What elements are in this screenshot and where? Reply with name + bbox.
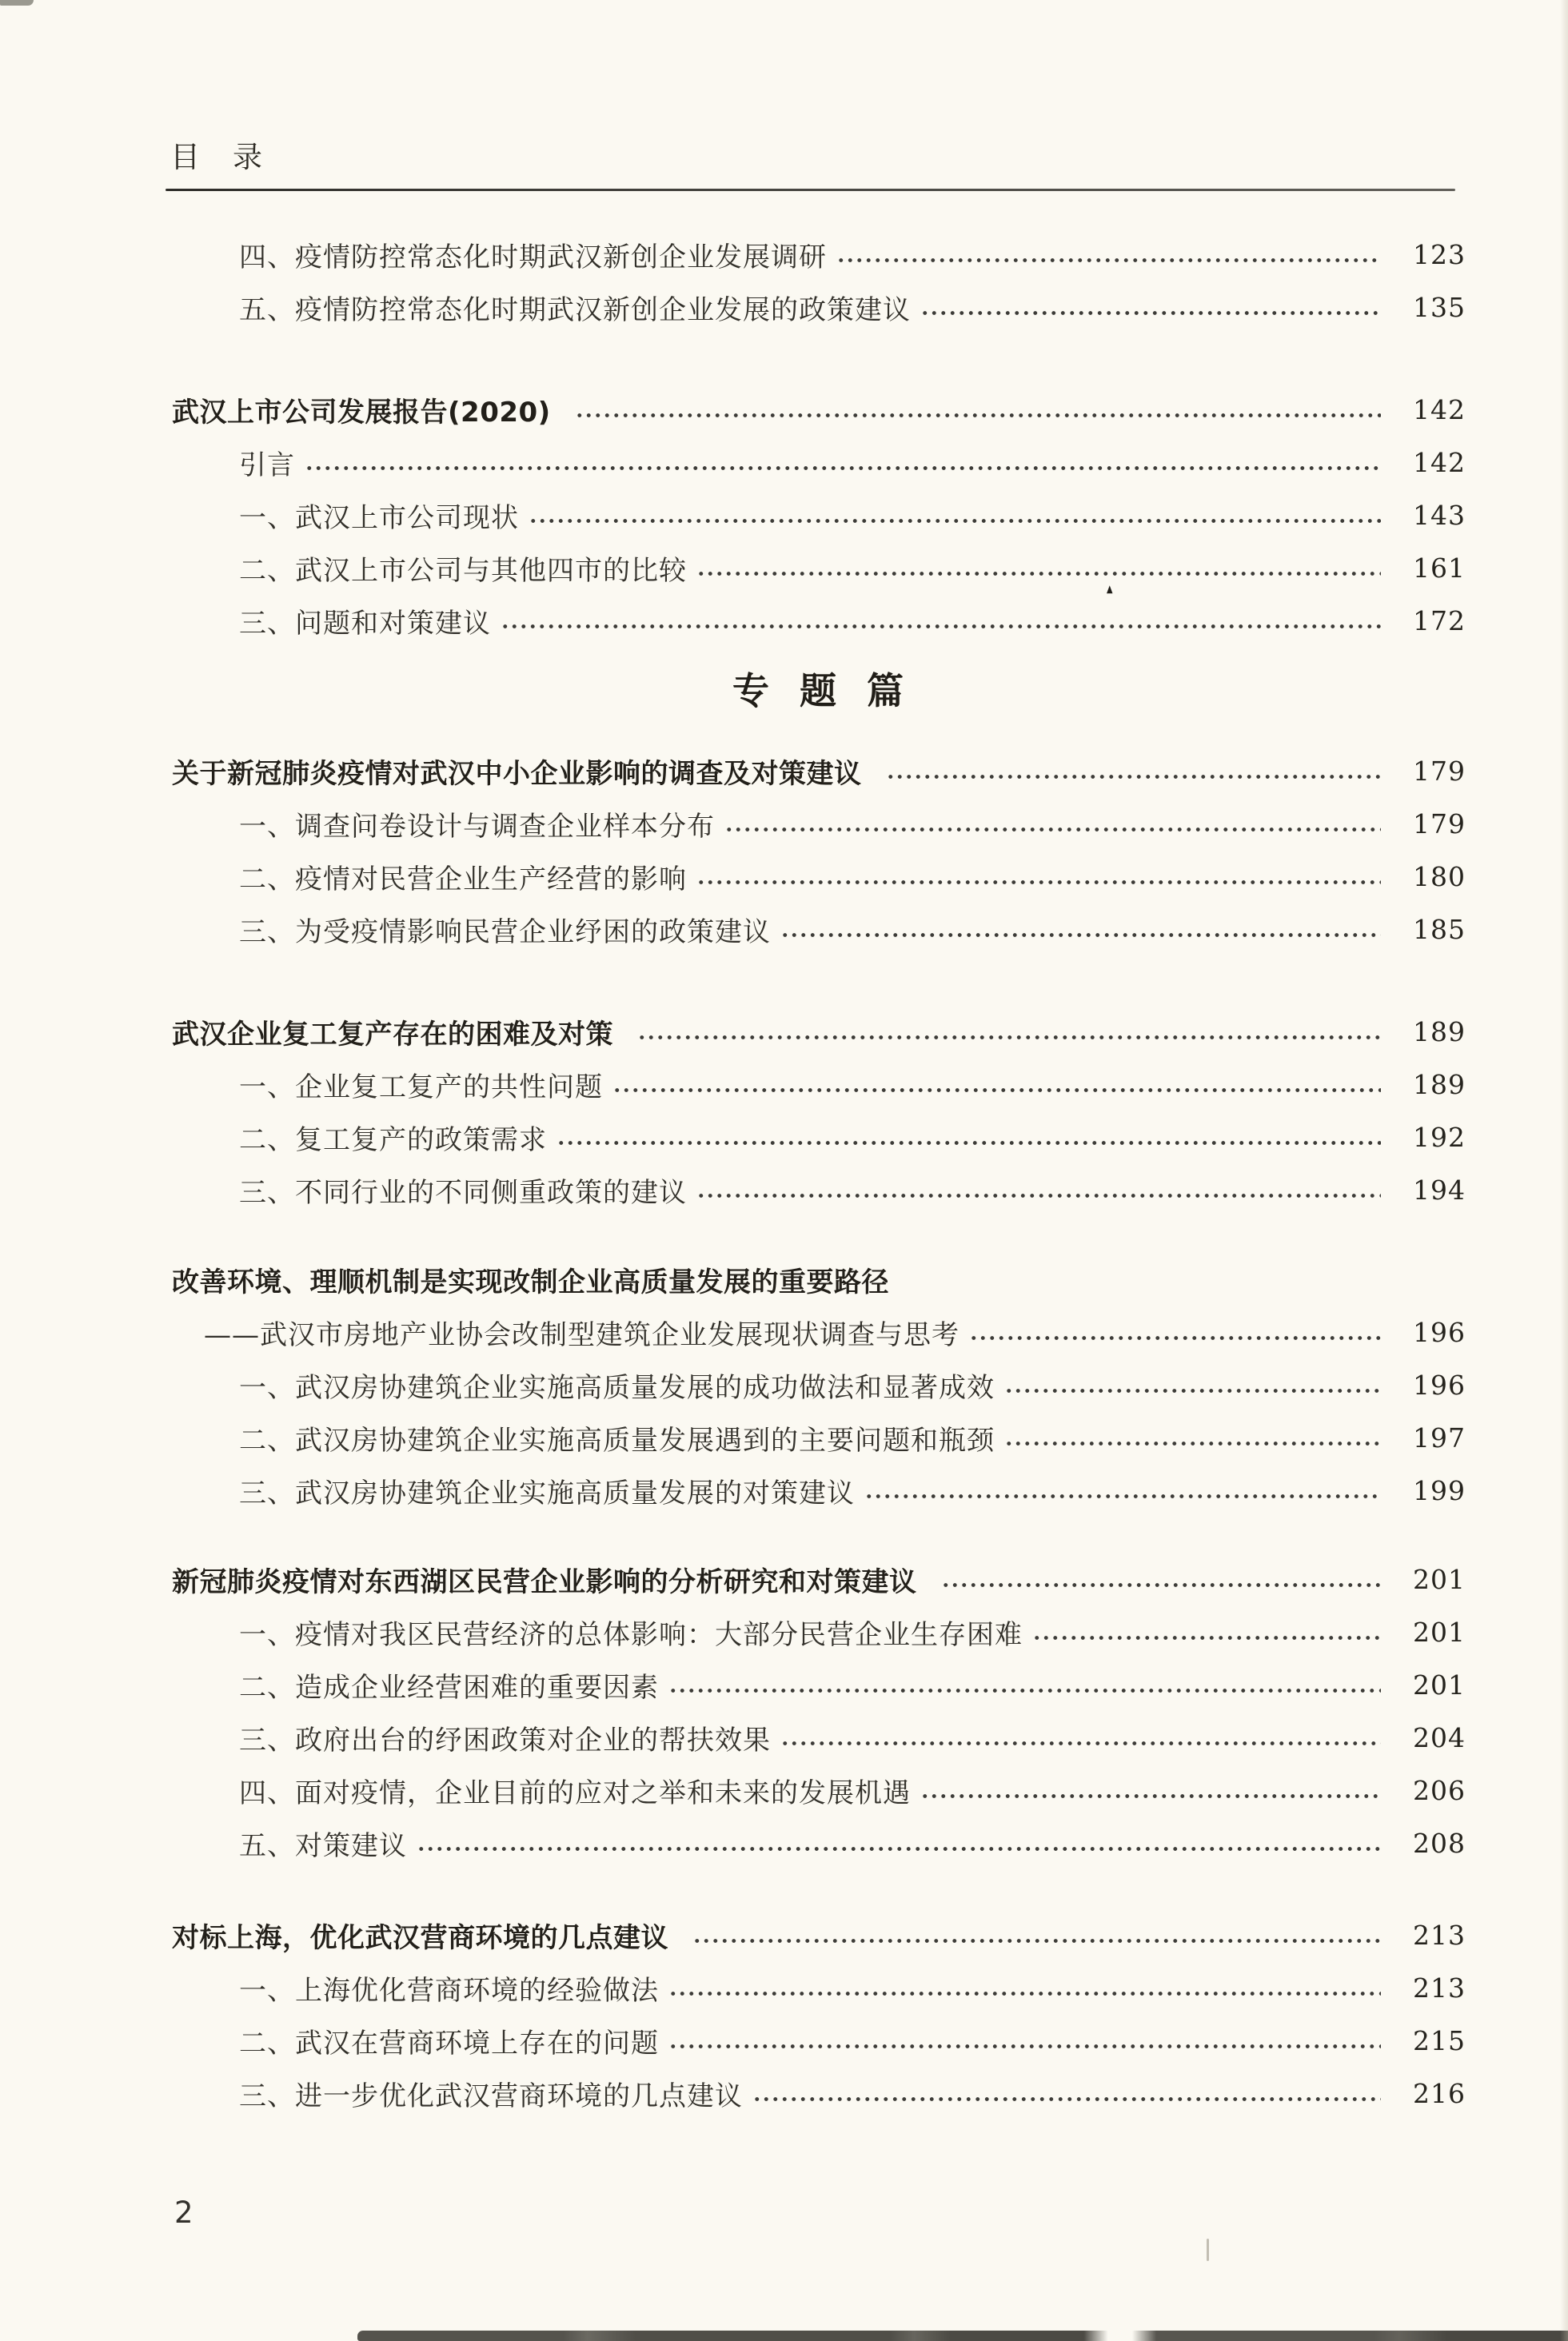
toc-entry [172,2014,1466,2067]
entry-page-number: 135 [1413,291,1466,323]
entry-page-number: 199 [1413,1474,1466,1506]
part-heading: 专 题 篇 [732,669,906,712]
toc-group [172,1553,1466,1869]
toc-group [172,383,1466,647]
dot-leader [417,1845,1381,1852]
entry-title: 三、问题和对策建议 [239,607,491,640]
dot-leader [612,1087,1381,1094]
entry-title: 四、面对疫情，企业目前的应对之举和未来的发展机遇 [239,1777,911,1809]
dot-leader [1032,1634,1381,1641]
entry-page-number: 197 [1413,1422,1466,1454]
toc-entry [172,1058,1466,1111]
toc-entry [172,744,1466,797]
dot-leader [696,570,1381,577]
toc-entry [172,903,1466,955]
toc-entry [172,797,1466,850]
scan-tick-artifact [1207,2239,1209,2261]
entry-title: 一、调查问卷设计与调查企业样本分布 [239,810,715,843]
dot-leader [780,1740,1381,1747]
entry-title: 三、政府出台的纾困政策对企业的帮扶效果 [239,1724,771,1757]
entry-page-number: 201 [1413,1669,1466,1701]
entry-title: 关于新冠肺炎疫情对武汉中小企业影响的调查及对策建议 [172,757,862,790]
entry-title: 一、上海优化营商环境的经验做法 [239,1974,659,2007]
entry-page-number: 142 [1413,446,1466,478]
entry-page-number: 213 [1413,1972,1466,2004]
entry-page-number: 161 [1413,552,1466,584]
dot-leader [557,1139,1381,1147]
entry-title: 二、武汉在营商环境上存在的问题 [239,2027,659,2060]
toc-entry [172,1111,1466,1163]
entry-title: 一、企业复工复产的共性问题 [239,1071,603,1103]
entry-page-number: 201 [1413,1616,1466,1648]
toc-entry [172,541,1466,594]
entry-title: 武汉企业复工复产存在的困难及对策 [172,1018,613,1051]
entry-title: 五、对策建议 [239,1829,407,1862]
entry-title: 三、为受疫情影响民营企业纾困的政策建议 [239,915,771,948]
entry-page-number: 194 [1413,1174,1466,1206]
toc-entry [172,1411,1466,1464]
entry-page-number: 143 [1413,499,1466,531]
entry-title: 一、疫情对我区民营经济的总体影响：大部分民营企业生存困难 [239,1618,1023,1651]
scan-edge-bottom [357,2331,1568,2341]
entry-title: 新冠肺炎疫情对东西湖区民营企业影响的分析研究和对策建议 [172,1565,917,1598]
entry-title: 五、疫情防控常态化时期武汉新创企业发展的政策建议 [239,293,911,326]
dot-leader [668,1687,1381,1694]
entry-title: 改善环境、理顺机制是实现改制企业高质量发展的重要路径 [172,1266,889,1298]
dot-leader [1004,1440,1381,1447]
toc-entry [172,850,1466,903]
entry-page-number: 201 [1413,1563,1466,1595]
toc-entry [172,1553,1466,1605]
toc-entry [172,1306,1466,1358]
dot-leader [941,1581,1382,1589]
entry-title: 三、进一步优化武汉营商环境的几点建议 [239,2080,743,2112]
toc-entry [172,1961,1466,2014]
toc-entry [172,1253,1466,1306]
dot-leader [637,1034,1381,1041]
entry-page-number: 123 [1413,238,1466,270]
entry-page-number: 179 [1413,808,1466,839]
dot-leader [692,1937,1381,1944]
dot-leader [529,517,1381,524]
entry-title: 二、疫情对民营企业生产经营的影响 [239,863,687,895]
entry-page-number: 180 [1413,860,1466,892]
header-rule [166,189,1455,191]
toc-entry [172,1163,1466,1216]
entry-title: 对标上海，优化武汉营商环境的几点建议 [172,1921,668,1954]
dot-leader [886,773,1382,780]
toc-entry [172,1358,1466,1411]
toc-entry [172,383,1466,436]
toc-entry [172,594,1466,647]
dot-leader [305,465,1381,472]
dot-leader [836,257,1381,264]
entry-title: ——武汉市房地产业协会改制型建筑企业发展现状调查与思考 [204,1318,960,1351]
dot-leader [668,2043,1381,2050]
toc-group [172,744,1466,955]
toc-group [172,228,1466,333]
entry-page-number: 196 [1413,1316,1466,1348]
dot-leader [1004,1387,1381,1394]
toc-group [172,1253,1466,1517]
entry-title: 四、疫情防控常态化时期武汉新创企业发展调研 [239,241,827,273]
toc-entry [172,1605,1466,1658]
toc-entry [172,1764,1466,1817]
dot-leader [696,1192,1381,1199]
entry-page-number: 206 [1413,1774,1466,1806]
entry-title: 二、复工复产的政策需求 [239,1123,547,1156]
dot-leader [696,879,1381,886]
entry-title: 三、武汉房协建筑企业实施高质量发展的对策建议 [239,1477,855,1509]
toc-entry [172,1658,1466,1711]
dot-leader [752,2096,1381,2103]
entry-page-number: 208 [1413,1827,1466,1859]
entry-page-number: 196 [1413,1369,1466,1401]
entry-title: 三、不同行业的不同侧重政策的建议 [239,1176,687,1209]
toc-entry [172,1005,1466,1058]
dot-leader [724,826,1381,833]
entry-title: 二、造成企业经营困难的重要因素 [239,1671,659,1704]
scan-caret-artifact: ▴ [1107,578,1113,599]
entry-page-number: 192 [1413,1121,1466,1153]
toc-entry [172,489,1466,541]
toc-entry [172,2067,1466,2120]
toc-entry [172,228,1466,281]
entry-title: 一、武汉房协建筑企业实施高质量发展的成功做法和显著成效 [239,1371,995,1404]
toc-entry [172,1817,1466,1869]
toc-group [172,1908,1466,2120]
entry-title: 引言 [239,449,295,481]
dot-leader [668,1990,1381,1997]
toc-entry [172,436,1466,489]
entry-page-number: 213 [1413,1919,1466,1951]
entry-page-number: 172 [1413,604,1466,636]
folio-page-number: 2 [174,2195,194,2230]
entry-title: 一、武汉上市公司现状 [239,501,519,534]
dot-leader [969,1334,1381,1342]
entry-title: 武汉上市公司发展报告(2020) [172,396,551,429]
dot-leader [501,623,1381,630]
toc-list [172,228,1466,2120]
dot-leader [920,1793,1381,1800]
entry-title: 二、武汉房协建筑企业实施高质量发展遇到的主要问题和瓶颈 [239,1424,995,1457]
entry-title: 二、武汉上市公司与其他四市的比较 [239,554,687,587]
entry-page-number: 204 [1413,1721,1466,1753]
toc-entry [172,1711,1466,1764]
entry-page-number: 189 [1413,1015,1466,1047]
entry-page-number: 189 [1413,1068,1466,1100]
page-title: 目 录 [170,140,264,174]
dot-leader [864,1493,1381,1500]
entry-page-number: 215 [1413,2024,1466,2056]
toc-entry [172,281,1466,333]
dot-leader [920,309,1381,317]
toc-entry [172,1464,1466,1517]
dot-leader [780,931,1381,939]
scan-smudge-top-left [0,0,34,6]
entry-page-number: 142 [1413,393,1466,425]
dot-leader [575,412,1381,419]
scan-edge-right [1560,0,1568,2341]
toc-group [172,1005,1466,1216]
entry-page-number: 185 [1413,913,1466,945]
entry-page-number: 179 [1413,755,1466,787]
toc-entry [172,1908,1466,1961]
entry-page-number: 216 [1413,2077,1466,2109]
